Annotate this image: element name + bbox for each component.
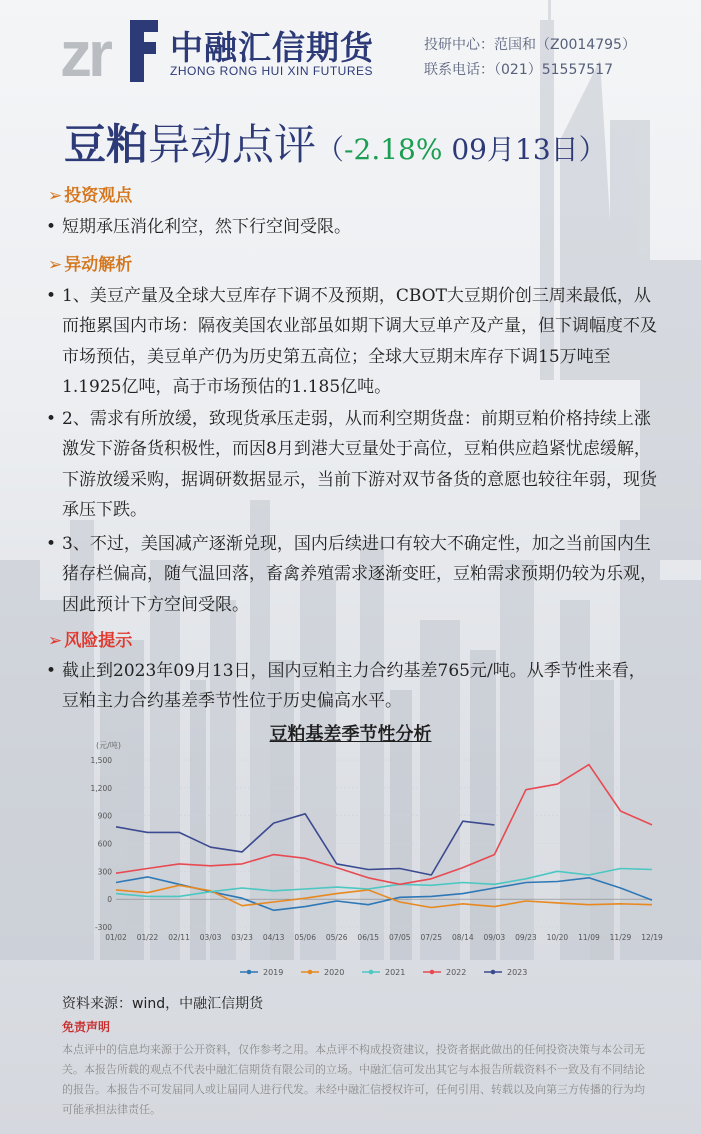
section-heading-analysis-label: 异动解析 (64, 255, 133, 275)
x-tick-label: 09/23 (515, 933, 537, 942)
legend-label-2020: 2020 (324, 968, 345, 977)
legend-marker-2019 (247, 970, 252, 975)
x-tick-label: 12/19 (641, 933, 663, 942)
y-axis-unit-label: (元/吨) (96, 741, 121, 750)
x-tick-label: 05/06 (294, 933, 316, 942)
analyst-line: 投研中心：范国和（Z0014795） (424, 37, 636, 53)
analysis-item-text: 3、不过，美国减产逐渐兑现，国内后续进口有较大不确定性，加之当前国内生猪存栏偏高，随气温回落，畜禽养殖需求逐渐变旺，豆粕需求预期仍较为乐观，因此预计下方空间受限。 (62, 534, 657, 615)
title-change: -2.18% (344, 133, 443, 166)
legend-marker-2023 (491, 970, 496, 975)
disclaimer-text: 本点评中的信息均来源于公开资料，仅作参考之用。本点评不构成投资建议，投资者据此做出的任何投资决策与本公司无关。本报告所载的观点不代表中融汇信期货有限公司的立场。中融汇信可发出其它与本报告所载资料不一致及有不同结论的报告。本报告不可发届同人或让届同人进行代发。未经中融汇信授权许可，任何引用、转载以及向第三方传播的行为均可能承担法律责任。 (62, 1043, 645, 1116)
series-line-2020 (116, 885, 652, 907)
x-tick-label: 10/20 (546, 933, 569, 942)
x-tick-label: 11/29 (609, 933, 632, 942)
legend-label-2023: 2023 (507, 968, 528, 977)
x-tick-label: 01/02 (105, 933, 127, 942)
x-tick-label: 06/15 (357, 933, 380, 942)
x-tick-label: 01/22 (136, 933, 159, 942)
legend-marker-2021 (369, 970, 374, 975)
legend-label-2021: 2021 (385, 968, 406, 977)
analysis-item-text: 1、美豆产量及全球大豆库存下调不及预期，CBOT大豆期价创三周来最低，从而拖累国内市场：隔夜美国农业部虽如期下调大豆单产及产量，但下调幅度不及市场预估，美豆单产仍为历史第五高位；全球大豆期末库存下调15万吨至1.1925亿吨，高于市场预估的1.185亿吨。 (62, 286, 657, 397)
bullet-icon: • (46, 534, 57, 554)
legend-marker-2020 (308, 970, 313, 975)
company-name-en: ZHONG RONG HUI XIN FUTURES (170, 64, 374, 78)
x-tick-label: 09/03 (483, 933, 506, 942)
chart-title: 豆粕基差季节性分析 (269, 724, 432, 745)
y-tick-label: -300 (94, 923, 112, 932)
disclaimer-title: 免责声明 (62, 1020, 111, 1034)
analysis-item-text: 2、需求有所放缓，致现货承压走弱，从而利空期货盘：前期豆粕价格持续上涨激发下游备货积极性，而因8月到港大豆量处于高位，豆粕供应趋紧忧虑缓解，下游放缓采购，据调研数据显示，当前下游对双节备货的意愿也较往年弱，现货承压下跌。 (62, 409, 657, 520)
y-tick-label: 0 (107, 895, 112, 905)
x-tick-label: 07/05 (388, 933, 411, 942)
bullet-icon: • (46, 217, 57, 237)
legend-label-2022: 2022 (446, 968, 467, 977)
y-tick-label: 600 (97, 839, 112, 849)
x-tick-label: 04/13 (262, 933, 285, 942)
x-tick-label: 03/03 (199, 933, 222, 942)
y-tick-label: 300 (97, 867, 112, 877)
y-tick-label: 900 (97, 811, 112, 821)
title-paren: （ (316, 133, 345, 166)
svg-text:zr: zr (60, 18, 109, 82)
x-tick-label: 03/23 (231, 933, 253, 942)
x-tick-label: 11/09 (578, 933, 600, 942)
y-tick-label: 1,200 (90, 783, 112, 793)
legend-label-2019: 2019 (263, 968, 284, 977)
title-date: 09月13日） (442, 133, 607, 166)
x-tick-label: 07/25 (420, 933, 443, 942)
company-name-cn: 中融汇信期货 (170, 28, 374, 67)
bullet-icon: • (46, 409, 57, 429)
bullet-icon: • (46, 661, 57, 681)
series-line-2022 (116, 765, 652, 885)
series-line-2023 (116, 814, 494, 875)
arrow-icon: ➢ (48, 186, 63, 206)
x-tick-label: 08/14 (452, 933, 474, 942)
title-product: 豆粕 (64, 120, 149, 169)
phone-line: 联系电话：（021）51557517 (424, 62, 613, 78)
bullet-icon: • (46, 286, 57, 306)
series-line-2021 (116, 869, 652, 897)
arrow-icon: ➢ (48, 255, 63, 275)
data-source: 资料来源：wind，中融汇信期货 (62, 996, 264, 1012)
risk-item-text: 截止到2023年09月13日，国内豆粕主力合约基差765元/吨。从季节性来看，豆粕主力合约基差季节性位于历史偏高水平。 (62, 661, 646, 712)
view-item-text: 短期承压消化利空，然下行空间受限。 (62, 217, 351, 237)
x-tick-label: 02/11 (168, 933, 190, 942)
y-tick-label: 1,500 (90, 756, 112, 765)
legend-marker-2022 (430, 970, 435, 975)
arrow-icon: ➢ (48, 631, 63, 651)
section-heading-risk-label: 风险提示 (64, 631, 133, 651)
title-event: 异动点评 (148, 120, 317, 169)
x-tick-label: 05/26 (325, 933, 348, 942)
section-heading-view-label: 投资观点 (64, 186, 133, 206)
